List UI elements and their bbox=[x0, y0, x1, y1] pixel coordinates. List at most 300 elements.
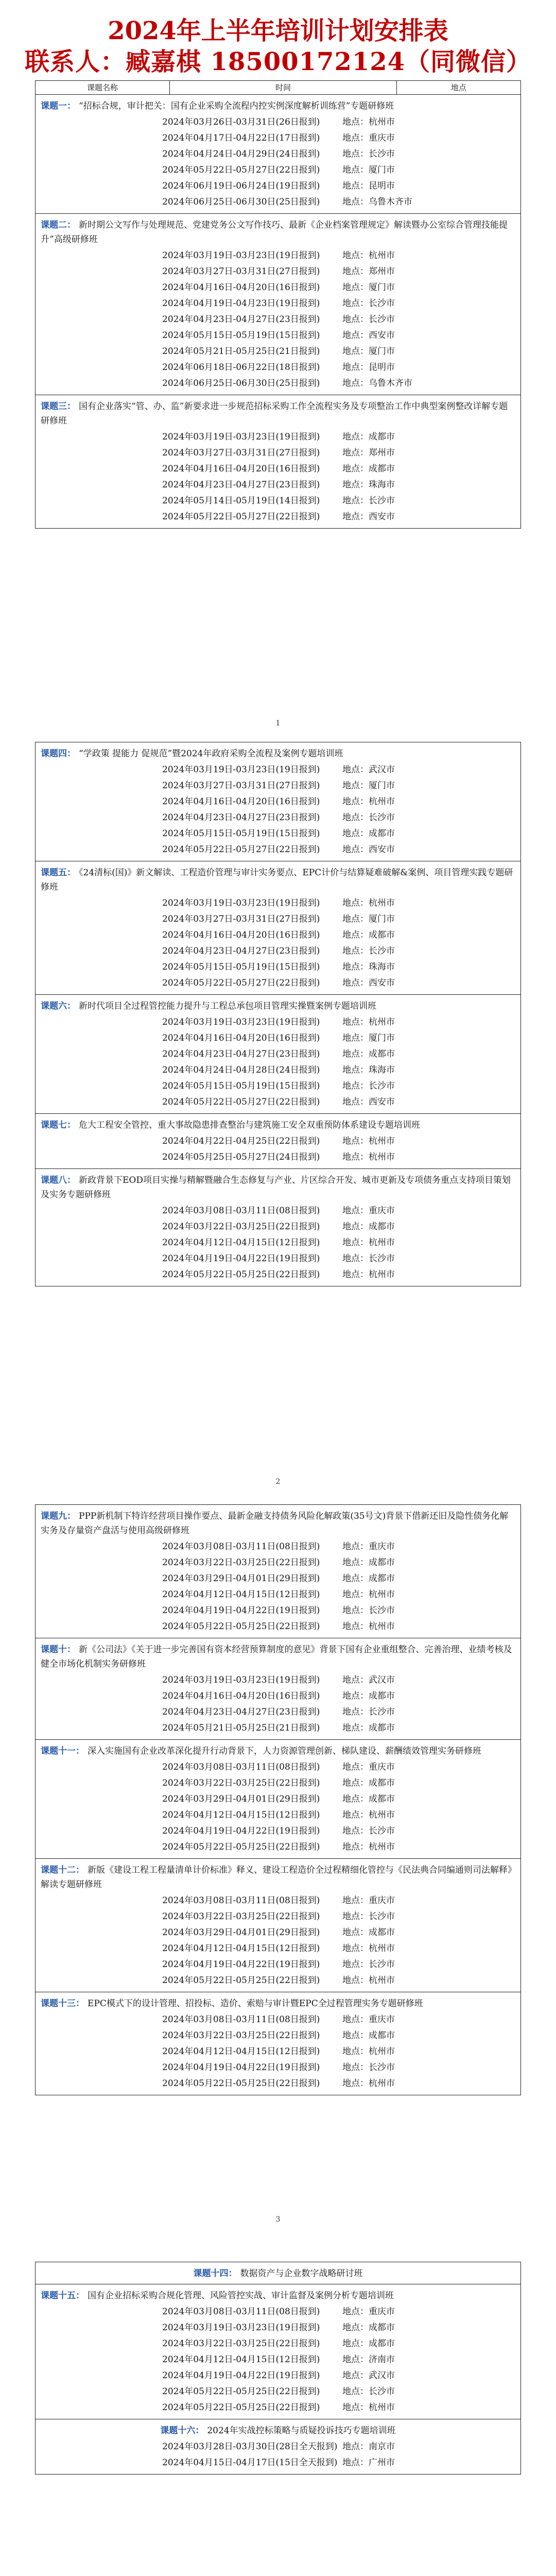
course-heading bbox=[41, 1118, 515, 1132]
session-location: 地点：厦门市 bbox=[342, 282, 395, 293]
session-item bbox=[41, 1823, 515, 1839]
session-dates: 2024年03月08日-03月11日(08日报到) bbox=[162, 1762, 320, 1772]
session-list bbox=[41, 1539, 515, 1635]
session-list bbox=[41, 2304, 515, 2416]
course-label: 课题十五： bbox=[41, 2291, 84, 2301]
session-item bbox=[41, 1062, 515, 1078]
session-item bbox=[41, 1672, 515, 1688]
session-dates: 2024年05月22日-05月27日(22日报到) bbox=[162, 512, 320, 522]
session-location: 地点：成都市 bbox=[342, 1049, 395, 1059]
course-label: 课题九： bbox=[41, 1511, 76, 1521]
course-heading bbox=[41, 747, 515, 761]
session-item bbox=[41, 762, 515, 778]
session-location: 地点：杭州市 bbox=[342, 1238, 395, 1248]
session-dates: 2024年04月23日-04月27日(23日报到) bbox=[162, 314, 320, 325]
course-title: PPP新机制下特许经营项目操作要点、最新金融支持债务风险化解政策(35号文)背景下借新还旧及隐性债务化解实务及存量资产盘活与使用高级研修班 bbox=[41, 1511, 509, 1536]
session-item bbox=[41, 794, 515, 810]
course-cell bbox=[36, 1859, 521, 1992]
course-cell bbox=[36, 995, 521, 1114]
session-item bbox=[41, 1587, 515, 1603]
session-location: 地点：杭州市 bbox=[342, 1943, 395, 1954]
session-dates: 2024年04月12日-04月15日(12日报到) bbox=[162, 1810, 320, 1820]
session-dates: 2024年03月08日-03月11日(08日报到) bbox=[162, 2307, 320, 2317]
session-dates: 2024年03月19日-03月23日(19日报到) bbox=[162, 432, 320, 442]
course-cell bbox=[36, 1638, 521, 1740]
session-location: 地点：成都市 bbox=[342, 1557, 395, 1568]
session-location: 地点：成都市 bbox=[342, 432, 395, 442]
session-item bbox=[41, 1619, 515, 1635]
session-dates: 2024年04月16日-04月20日(16日报到) bbox=[162, 1033, 320, 1043]
course-heading bbox=[41, 866, 515, 894]
session-item bbox=[41, 162, 515, 178]
session-dates: 2024年04月19日-04月22日(19日报到) bbox=[162, 1253, 320, 1264]
session-dates: 2024年03月19日-03月23日(19日报到) bbox=[162, 2323, 320, 2333]
session-dates: 2024年05月14日-05月19日(14日报到) bbox=[162, 496, 320, 506]
course-label: 课题四： bbox=[41, 749, 76, 759]
session-dates: 2024年06月25日-06月30日(25日报到) bbox=[162, 378, 320, 388]
course-cell bbox=[36, 1114, 521, 1169]
session-dates: 2024年05月25日-05月27日(24日报到) bbox=[162, 1152, 320, 1162]
session-item bbox=[41, 1235, 515, 1251]
course-label: 课题二： bbox=[41, 220, 76, 230]
course-heading bbox=[41, 2289, 515, 2303]
course-label: 课题十六： bbox=[160, 2426, 204, 2436]
session-location: 地点：厦门市 bbox=[342, 1033, 395, 1043]
session-location: 地点：成都市 bbox=[342, 1691, 395, 1701]
header-time: 时间 bbox=[170, 81, 397, 95]
course-title: 深入实施国有企业改革深化提升行动背景下，人力资源管理创新、梯队建设、薪酬绩效管理实务研修班 bbox=[88, 1746, 481, 1756]
session-location: 地点：成都市 bbox=[342, 1222, 395, 1232]
session-location: 地点：杭州市 bbox=[342, 1589, 395, 1600]
course-row bbox=[36, 1859, 521, 1992]
session-item bbox=[41, 1149, 515, 1165]
course-table bbox=[35, 80, 521, 529]
session-dates: 2024年05月22日-05月25日(22日报到) bbox=[162, 1269, 320, 1280]
session-location: 地点：成都市 bbox=[342, 2338, 395, 2349]
session-dates: 2024年04月12日-04月15日(12日报到) bbox=[162, 1238, 320, 1248]
session-dates: 2024年03月29日-04月01日(29日报到) bbox=[162, 1927, 320, 1938]
session-item bbox=[41, 2060, 515, 2076]
session-location: 地点：西安市 bbox=[342, 330, 395, 341]
session-item bbox=[41, 1251, 515, 1267]
course-label: 课题十： bbox=[41, 1645, 76, 1655]
session-dates: 2024年04月16日-04月20日(16日报到) bbox=[162, 282, 320, 293]
course-cell bbox=[36, 861, 521, 995]
session-item bbox=[41, 1791, 515, 1807]
session-item bbox=[41, 178, 515, 194]
session-location: 地点：杭州市 bbox=[342, 1842, 395, 1852]
session-dates: 2024年04月19日-04月22日(19日报到) bbox=[162, 1605, 320, 1616]
session-dates: 2024年05月22日-05月25日(22日报到) bbox=[162, 2386, 320, 2397]
session-location: 地点：乌鲁木齐市 bbox=[342, 378, 412, 388]
session-location: 地点：杭州市 bbox=[342, 1975, 395, 1986]
course-title: 数据资产与企业数字战略研讨班 bbox=[240, 2268, 363, 2279]
course-label: 课题十三： bbox=[41, 1998, 84, 2009]
course-row bbox=[36, 2284, 521, 2419]
session-location: 地点：重庆市 bbox=[342, 133, 395, 143]
course-label: 课题六： bbox=[41, 1001, 76, 1011]
session-dates: 2024年05月22日-05月27日(22日报到) bbox=[162, 165, 320, 175]
session-dates: 2024年03月29日-04月01日(29日报到) bbox=[162, 1794, 320, 1804]
session-location: 地点：长沙市 bbox=[342, 812, 395, 823]
course-label: 课题十二： bbox=[41, 1865, 84, 1875]
session-dates: 2024年04月12日-04月15日(12日报到) bbox=[162, 2046, 320, 2057]
course-title: 国有企业招标采购合规化管理、风险管控实战、审计监督及案例分析专题培训班 bbox=[88, 2291, 394, 2301]
session-dates: 2024年03月27日-03月31日(27日报到) bbox=[162, 914, 320, 924]
course-title: 《24清标(国)》新文解读、工程造价管理与审计实务要点、EPC计价与结算疑难破解&案例、项目管理实践专题研修班 bbox=[41, 868, 513, 892]
session-dates: 2024年04月17日-04月22日(17日报到) bbox=[162, 133, 320, 143]
course-row bbox=[36, 742, 521, 861]
session-list bbox=[41, 895, 515, 991]
page-title: 2024年上半年培训计划安排表 bbox=[108, 16, 448, 45]
course-row bbox=[36, 1740, 521, 1859]
session-dates: 2024年05月22日-05月27日(22日报到) bbox=[162, 844, 320, 855]
session-dates: 2024年03月19日-03月23日(19日报到) bbox=[162, 1017, 320, 1027]
page-number: 1 bbox=[275, 719, 281, 727]
session-list bbox=[41, 1133, 515, 1165]
session-dates: 2024年03月29日-04月01日(29日报到) bbox=[162, 1573, 320, 1584]
session-dates: 2024年03月19日-03月23日(19日报到) bbox=[162, 898, 320, 908]
session-item bbox=[41, 1839, 515, 1855]
session-location: 地点：成都市 bbox=[342, 1778, 395, 1788]
course-label: 课题八： bbox=[41, 1175, 76, 1185]
session-item bbox=[41, 1030, 515, 1046]
session-location: 地点：杭州市 bbox=[342, 796, 395, 807]
schedule-table-page-4 bbox=[35, 2262, 521, 2475]
session-item bbox=[41, 927, 515, 943]
session-dates: 2024年03月27日-03月31日(27日报到) bbox=[162, 448, 320, 458]
session-item bbox=[41, 114, 515, 130]
session-location: 地点：长沙市 bbox=[342, 314, 395, 325]
session-location: 地点：昆明市 bbox=[342, 181, 395, 191]
session-dates: 2024年03月19日-03月23日(19日报到) bbox=[162, 765, 320, 775]
session-location: 地点：杭州市 bbox=[342, 1017, 395, 1027]
session-item bbox=[41, 2028, 515, 2044]
session-location: 地点：杭州市 bbox=[342, 1136, 395, 1146]
course-row bbox=[36, 1638, 521, 1740]
session-location: 地点：郑州市 bbox=[342, 266, 395, 277]
session-location: 地点：长沙市 bbox=[342, 2386, 395, 2397]
session-item bbox=[41, 1704, 515, 1720]
session-dates: 2024年04月19日-04月22日(19日报到) bbox=[162, 2062, 320, 2073]
course-cell bbox=[36, 395, 521, 529]
session-dates: 2024年05月22日-05月27日(22日报到) bbox=[162, 978, 320, 988]
course-heading bbox=[41, 1173, 515, 1202]
session-item bbox=[41, 461, 515, 477]
session-dates: 2024年04月16日-04月20日(16日报到) bbox=[162, 464, 320, 474]
session-item bbox=[41, 146, 515, 162]
session-location: 地点：杭州市 bbox=[342, 1152, 395, 1162]
course-title: 新时代项目全过程管控能力提升与工程总承包项目管理实操暨案例专题培训班 bbox=[79, 1001, 376, 1011]
course-title: 新政背景下EOD项目实操与精解暨融合生态修复与产业、片区综合开发、城市更新及专项债务重点支持项目策划及实务专题研修班 bbox=[41, 1175, 511, 1200]
session-location: 地点：长沙市 bbox=[342, 298, 395, 309]
session-item bbox=[41, 2320, 515, 2336]
contact-title: 联系人：臧嘉棋 18500172124（同微信） bbox=[24, 47, 532, 76]
session-location: 地点：长沙市 bbox=[342, 946, 395, 956]
session-item bbox=[41, 1203, 515, 1219]
session-location: 地点：长沙市 bbox=[342, 1911, 395, 1922]
course-heading bbox=[41, 2266, 515, 2281]
course-heading bbox=[41, 1642, 515, 1671]
session-dates: 2024年03月08日-03月11日(08日报到) bbox=[162, 2014, 320, 2025]
session-list bbox=[41, 1203, 515, 1283]
session-item bbox=[41, 1555, 515, 1571]
course-label: 课题三： bbox=[41, 401, 76, 412]
header-location: 地点 bbox=[397, 81, 521, 95]
course-row bbox=[36, 1505, 521, 1638]
session-location: 地点：重庆市 bbox=[342, 1895, 395, 1906]
course-row bbox=[36, 861, 521, 995]
session-item bbox=[41, 2455, 515, 2471]
session-dates: 2024年03月22日-03月25日(22日报到) bbox=[162, 1557, 320, 1568]
course-cell bbox=[36, 95, 521, 214]
session-item bbox=[41, 280, 515, 296]
session-item bbox=[41, 1720, 515, 1736]
course-heading bbox=[41, 1863, 515, 1892]
course-label: 课题一： bbox=[41, 101, 76, 111]
session-dates: 2024年06月18日-06月22日(18日报到) bbox=[162, 362, 320, 372]
session-location: 地点：杭州市 bbox=[342, 2046, 395, 2057]
session-dates: 2024年03月22日-03月25日(22日报到) bbox=[162, 1778, 320, 1788]
session-item bbox=[41, 2400, 515, 2416]
course-title: “招标合规，审计把关：国有企业采购全流程内控实例深度解析训练营”专题研修班 bbox=[79, 101, 394, 111]
session-item bbox=[41, 1603, 515, 1619]
session-item bbox=[41, 826, 515, 842]
course-heading bbox=[41, 99, 515, 113]
session-dates: 2024年04月16日-04月20日(16日报到) bbox=[162, 1691, 320, 1701]
session-location: 地点：济南市 bbox=[342, 2354, 395, 2365]
session-dates: 2024年05月22日-05月25日(22日报到) bbox=[162, 2078, 320, 2089]
session-dates: 2024年05月22日-05月25日(22日报到) bbox=[162, 1975, 320, 1986]
session-item bbox=[41, 2368, 515, 2384]
course-label: 课题七： bbox=[41, 1120, 76, 1130]
session-item bbox=[41, 2044, 515, 2060]
session-dates: 2024年04月23日-04月27日(23日报到) bbox=[162, 946, 320, 956]
schedule-table-page-1 bbox=[35, 80, 521, 529]
session-location: 地点：珠海市 bbox=[342, 962, 395, 972]
session-list bbox=[41, 762, 515, 858]
session-item bbox=[41, 1957, 515, 1973]
session-item bbox=[41, 1539, 515, 1555]
session-item bbox=[41, 312, 515, 328]
session-item bbox=[41, 344, 515, 360]
session-location: 地点：厦门市 bbox=[342, 165, 395, 175]
session-dates: 2024年03月22日-03月25日(22日报到) bbox=[162, 1222, 320, 1232]
session-dates: 2024年05月15日-05月19日(15日报到) bbox=[162, 330, 320, 341]
session-item bbox=[41, 1775, 515, 1791]
session-dates: 2024年05月15日-05月19日(15日报到) bbox=[162, 1081, 320, 1091]
session-item bbox=[41, 328, 515, 344]
session-item bbox=[41, 1909, 515, 1925]
course-title: 国有企业落实“管、办、监”新要求进一步规范招标采购工作全流程实务及专项整治工作中典型案例整改详解专题研修班 bbox=[41, 401, 508, 426]
session-location: 地点：厦门市 bbox=[342, 781, 395, 791]
session-list bbox=[41, 429, 515, 525]
session-item bbox=[41, 2336, 515, 2352]
session-list bbox=[41, 2012, 515, 2092]
session-item bbox=[41, 1807, 515, 1823]
session-dates: 2024年03月19日-03月23日(19日报到) bbox=[162, 250, 320, 261]
session-item bbox=[41, 296, 515, 312]
session-location: 地点：郑州市 bbox=[342, 448, 395, 458]
session-location: 地点：杭州市 bbox=[342, 898, 395, 908]
session-list bbox=[41, 2439, 515, 2471]
session-location: 地点：长沙市 bbox=[342, 149, 395, 159]
course-title: EPC模式下的设计管理、招投标、造价、索赔与审计暨EPC全过程管理实务专题研修班 bbox=[88, 1998, 423, 2009]
course-table bbox=[35, 1504, 521, 2095]
session-list bbox=[41, 1672, 515, 1736]
schedule-table-page-3 bbox=[35, 1504, 521, 2095]
session-location: 地点：重庆市 bbox=[342, 2014, 395, 2025]
session-dates: 2024年05月22日-05月25日(22日报到) bbox=[162, 1621, 320, 1632]
session-item bbox=[41, 1941, 515, 1957]
session-location: 地点：成都市 bbox=[342, 2030, 395, 2041]
session-list bbox=[41, 1893, 515, 1989]
session-item bbox=[41, 429, 515, 445]
session-item bbox=[41, 911, 515, 927]
course-label: 课题五： bbox=[41, 868, 76, 878]
session-dates: 2024年04月24日-04月29日(24日报到) bbox=[162, 149, 320, 159]
session-item bbox=[41, 1046, 515, 1062]
session-location: 地点：长沙市 bbox=[342, 2062, 395, 2073]
session-location: 地点：厦门市 bbox=[342, 346, 395, 357]
session-location: 地点：长沙市 bbox=[342, 1605, 395, 1616]
session-location: 地点：南京市 bbox=[342, 2442, 395, 2452]
session-item bbox=[41, 1973, 515, 1989]
session-item bbox=[41, 130, 515, 146]
course-table bbox=[35, 742, 521, 1286]
session-dates: 2024年04月19日-04月22日(19日报到) bbox=[162, 2370, 320, 2381]
session-location: 地点：杭州市 bbox=[342, 250, 395, 261]
session-dates: 2024年06月19日-06月24日(19日报到) bbox=[162, 181, 320, 191]
session-location: 地点：重庆市 bbox=[342, 1541, 395, 1552]
page-number: 3 bbox=[275, 2215, 281, 2224]
session-item bbox=[41, 1571, 515, 1587]
session-location: 地点：乌鲁木齐市 bbox=[342, 197, 412, 207]
session-dates: 2024年04月12日-04月15日(12日报到) bbox=[162, 1589, 320, 1600]
course-table bbox=[35, 2262, 521, 2475]
session-location: 地点：成都市 bbox=[342, 828, 395, 839]
course-cell bbox=[36, 2419, 521, 2475]
course-title: 新时期公文写作与处理规范、党建党务公文写作技巧、最新《企业档案管理规定》解读暨办公室综合管理技能提升”高级研修班 bbox=[41, 220, 508, 245]
session-item bbox=[41, 2352, 515, 2368]
course-row bbox=[36, 1114, 521, 1169]
session-dates: 2024年03月26日-03月31日(26日报到) bbox=[162, 117, 320, 127]
course-heading bbox=[41, 399, 515, 428]
session-location: 地点：西安市 bbox=[342, 978, 395, 988]
session-item bbox=[41, 509, 515, 525]
schedule-table-page-2 bbox=[35, 742, 521, 1286]
session-dates: 2024年03月19日-03月23日(19日报到) bbox=[162, 1675, 320, 1685]
session-dates: 2024年04月19日-04月23日(19日报到) bbox=[162, 298, 320, 309]
session-item bbox=[41, 1078, 515, 1094]
course-title: 新版《建设工程工程量清单计价标准》释义、建设工程造价全过程精细化管控与《民法典合同编通则司法解释》解读专题研修班 bbox=[41, 1865, 512, 1890]
session-list bbox=[41, 1759, 515, 1855]
course-row bbox=[36, 995, 521, 1114]
session-item bbox=[41, 1925, 515, 1941]
session-location: 地点：杭州市 bbox=[342, 2078, 395, 2089]
session-dates: 2024年04月24日-04月28日(24日报到) bbox=[162, 1065, 320, 1075]
session-location: 地点：长沙市 bbox=[342, 1826, 395, 1836]
course-title: 2024年实战控标策略与质疑投诉技巧专题培训班 bbox=[207, 2426, 396, 2436]
session-item bbox=[41, 943, 515, 959]
session-location: 地点：重庆市 bbox=[342, 2307, 395, 2317]
session-dates: 2024年03月08日-03月11日(08日报到) bbox=[162, 1541, 320, 1552]
session-location: 地点：西安市 bbox=[342, 512, 395, 522]
session-item bbox=[41, 194, 515, 210]
session-item bbox=[41, 842, 515, 858]
session-item bbox=[41, 2304, 515, 2320]
session-dates: 2024年04月12日-04月15日(12日报到) bbox=[162, 1943, 320, 1954]
session-list bbox=[41, 1014, 515, 1110]
session-dates: 2024年05月22日-05月25日(22日报到) bbox=[162, 1842, 320, 1852]
session-location: 地点：杭州市 bbox=[342, 117, 395, 127]
session-item bbox=[41, 1759, 515, 1775]
session-item bbox=[41, 959, 515, 975]
course-cell bbox=[36, 742, 521, 861]
session-item bbox=[41, 810, 515, 826]
course-heading bbox=[41, 1744, 515, 1758]
session-location: 地点：重庆市 bbox=[342, 1762, 395, 1772]
session-list bbox=[41, 114, 515, 210]
session-list bbox=[41, 248, 515, 392]
session-location: 地点：杭州市 bbox=[342, 1810, 395, 1820]
session-dates: 2024年03月22日-03月25日(22日报到) bbox=[162, 2030, 320, 2041]
course-cell bbox=[36, 2262, 521, 2284]
session-location: 地点：成都市 bbox=[342, 1794, 395, 1804]
session-location: 地点：珠海市 bbox=[342, 480, 395, 490]
session-location: 地点：长沙市 bbox=[342, 1081, 395, 1091]
session-item bbox=[41, 477, 515, 493]
course-label: 课题十一： bbox=[41, 1746, 84, 1756]
course-heading bbox=[41, 218, 515, 247]
session-location: 地点：重庆市 bbox=[342, 1206, 395, 1216]
session-item bbox=[41, 1688, 515, 1704]
course-cell bbox=[36, 2284, 521, 2419]
session-item bbox=[41, 975, 515, 991]
session-location: 地点：成都市 bbox=[342, 1723, 395, 1733]
course-heading bbox=[41, 1996, 515, 2011]
session-location: 地点：长沙市 bbox=[342, 496, 395, 506]
course-cell bbox=[36, 1992, 521, 2095]
session-item bbox=[41, 895, 515, 911]
session-location: 地点：杭州市 bbox=[342, 2402, 395, 2413]
session-item bbox=[41, 778, 515, 794]
session-dates: 2024年03月08日-03月11日(08日报到) bbox=[162, 1206, 320, 1216]
session-item bbox=[41, 1267, 515, 1283]
session-dates: 2024年05月22日-05月27日(22日报到) bbox=[162, 1097, 320, 1107]
session-dates: 2024年04月12日-04月15日(12日报到) bbox=[162, 2354, 320, 2365]
session-location: 地点：长沙市 bbox=[342, 1707, 395, 1717]
course-title: 危大工程安全管控、重大事故隐患排查整治与建筑施工安全双重预防体系建设专题培训班 bbox=[79, 1120, 420, 1130]
session-item bbox=[41, 1014, 515, 1030]
session-item bbox=[41, 1893, 515, 1909]
session-dates: 2024年05月15日-05月19日(15日报到) bbox=[162, 962, 320, 972]
course-row bbox=[36, 1992, 521, 2095]
session-dates: 2024年06月25日-06月30日(25日报到) bbox=[162, 197, 320, 207]
session-dates: 2024年04月23日-04月27日(23日报到) bbox=[162, 812, 320, 823]
session-location: 地点：昆明市 bbox=[342, 362, 395, 372]
table-header-row bbox=[36, 81, 521, 95]
course-heading bbox=[41, 1509, 515, 1538]
session-dates: 2024年04月16日-04月20日(16日报到) bbox=[162, 930, 320, 940]
course-heading bbox=[41, 2424, 515, 2438]
session-dates: 2024年04月22日-04月25日(22日报到) bbox=[162, 1136, 320, 1146]
session-location: 地点：武汉市 bbox=[342, 2370, 395, 2381]
course-row bbox=[36, 1169, 521, 1286]
session-dates: 2024年03月27日-03月31日(27日报到) bbox=[162, 781, 320, 791]
session-item bbox=[41, 2076, 515, 2092]
session-dates: 2024年04月16日-04月20日(16日报到) bbox=[162, 796, 320, 807]
